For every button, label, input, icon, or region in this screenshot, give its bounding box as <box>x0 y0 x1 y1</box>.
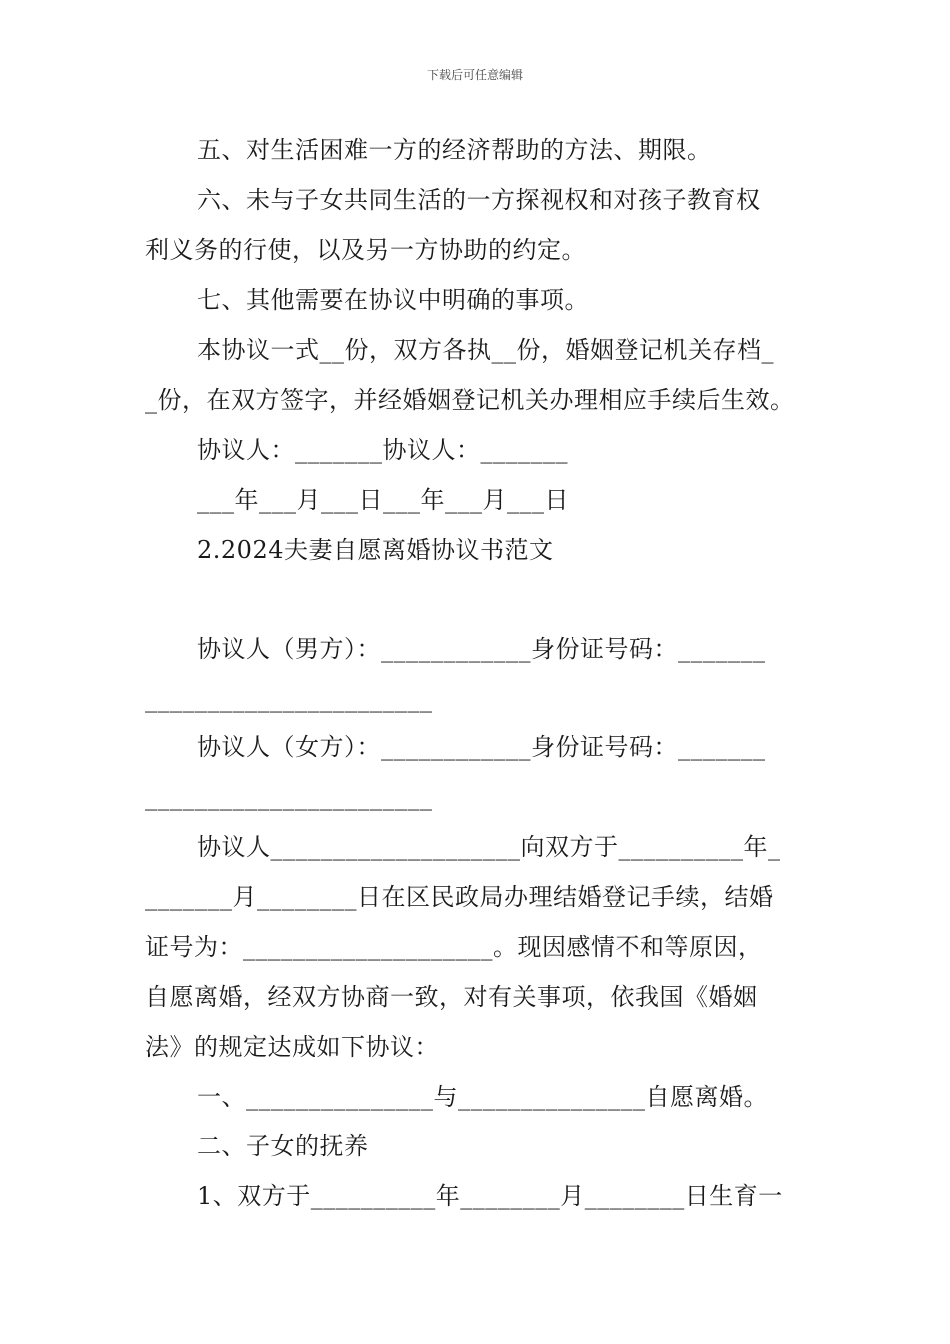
male-party-line: 协议人（男方）：____________身份证号码：_______ <box>197 635 766 663</box>
id-number-blank: _______________________ <box>145 783 433 811</box>
id-number-blank: _______________________ <box>145 685 433 713</box>
paragraph-line: 本协议一式__份，双方各执__份，婚姻登记机关存档_ <box>197 336 774 364</box>
paragraph-line: _份，在双方签字，并经婚姻登记机关办理相应手续后生效。 <box>145 386 795 414</box>
paragraph-line: 五、对生活困难一方的经济帮助的方法、期限。 <box>197 136 712 164</box>
signature-line: 协议人：_______协议人：_______ <box>197 436 568 464</box>
female-party-line: 协议人（女方）：____________身份证号码：_______ <box>197 733 766 761</box>
page-header: 下载后可任意编辑 <box>426 68 523 82</box>
paragraph-line: 协议人____________________向双方于__________年_ <box>197 833 781 861</box>
clause-heading: 二、子女的抚养 <box>197 1132 369 1160</box>
section-title: 2.2024夫妻自愿离婚协议书范文 <box>197 536 554 564</box>
paragraph-line: _______月________日在区民政局办理结婚登记手续，结婚 <box>145 883 774 911</box>
paragraph-line: 证号为：____________________。现因感情不和等原因， <box>145 933 763 961</box>
paragraph-line: 自愿离婚，经双方协商一致，对有关事项，依我国《婚姻 <box>145 983 758 1011</box>
paragraph-line: 七、其他需要在协议中明确的事项。 <box>197 286 589 314</box>
paragraph-line: 法》的规定达成如下协议： <box>145 1033 439 1061</box>
paragraph-line: 六、未与子女共同生活的一方探视权和对孩子教育权 <box>197 186 761 214</box>
clause-line: 1、双方于__________年________月________日生育一 <box>197 1182 783 1210</box>
clause-line: 一、_______________与_______________自愿离婚。 <box>197 1083 768 1111</box>
paragraph-line: 利义务的行使，以及另一方协助的约定。 <box>145 236 586 264</box>
date-line: ___年___月___日___年___月___日 <box>197 486 569 514</box>
